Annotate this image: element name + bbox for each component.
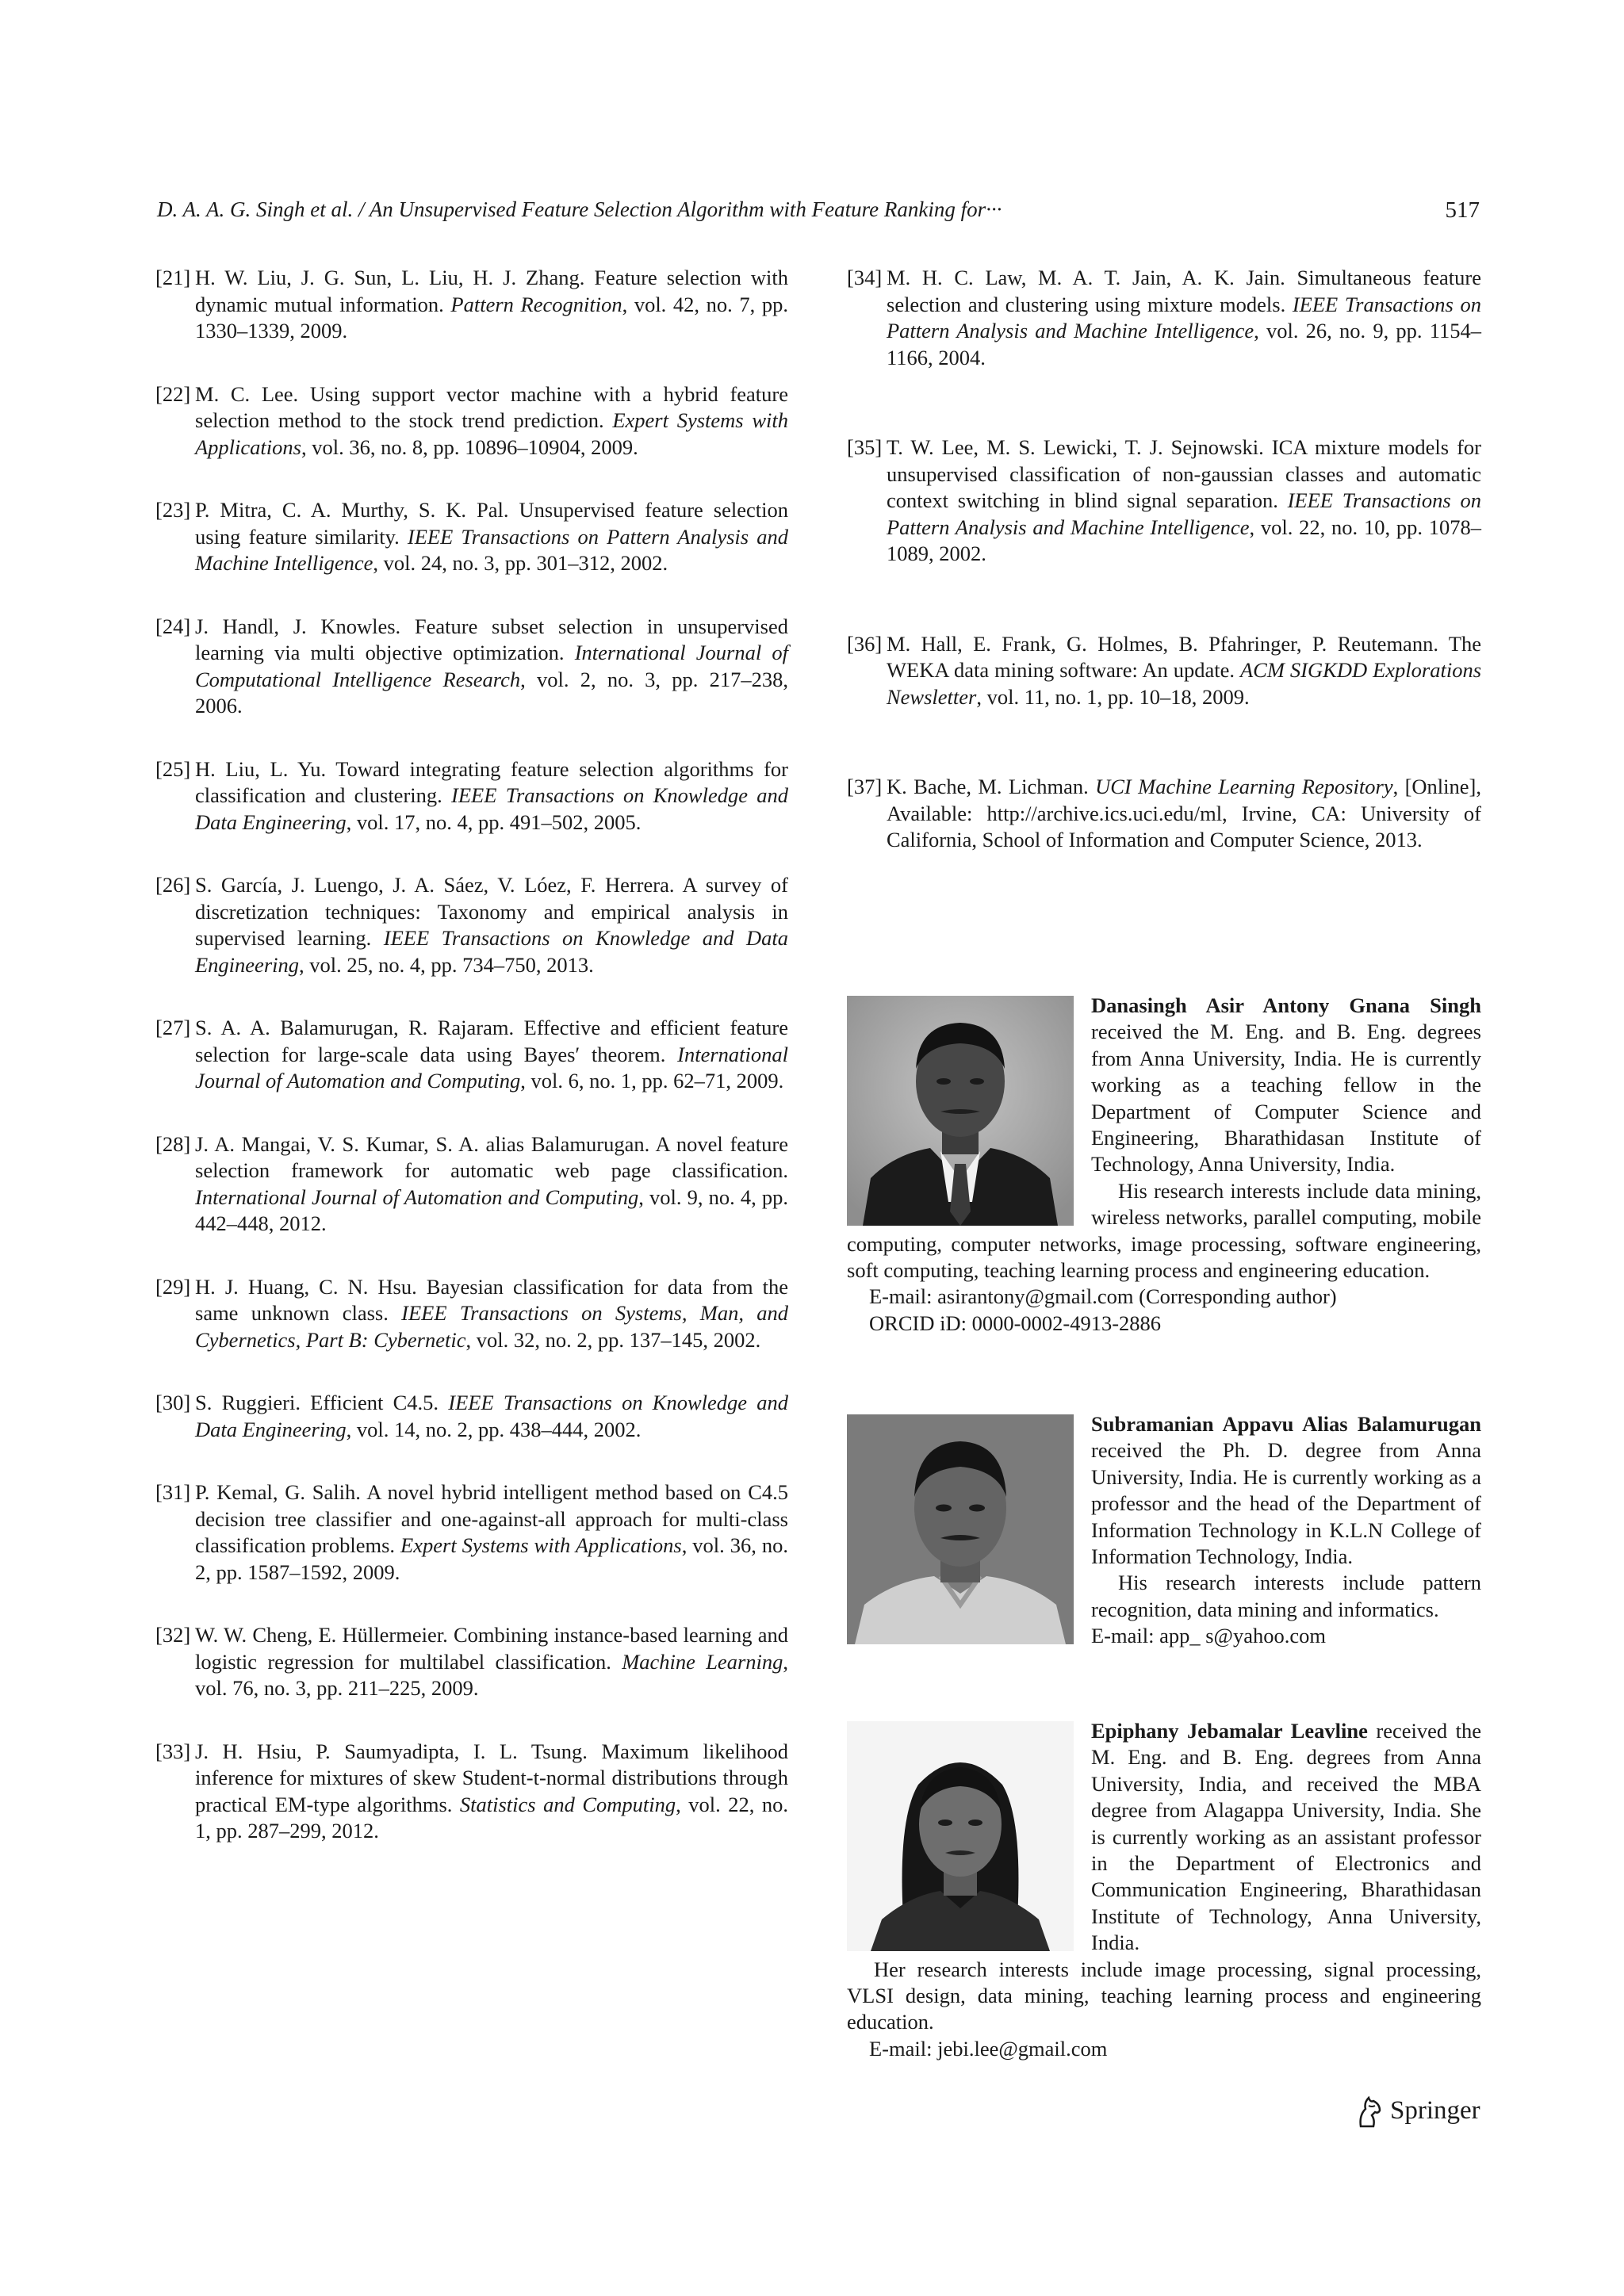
bio-interests-singh: His research interests include data mining, wireless networks, parallel computing, mobile computing, computer networks, image processing, software engineering, soft computing, teaching learning process and engineering education. xyxy=(847,1178,1481,1283)
publisher-name: Springer xyxy=(1390,2096,1480,2125)
bio-interests-balamurugan: His research interests include pattern recognition, data mining and informatics. xyxy=(1091,1571,1481,1621)
reference-27: [27] S. A. A. Balamurugan, R. Rajaram. Effective and efficient feature selection for large-scale data using Bayes′ theorem. International Journal of Automation and Computing, vol. 6, no. 1, pp. 62–71, 2009. xyxy=(155,1016,788,1093)
reference-30: [30] S. Ruggieri. Efficient C4.5. IEEE Transactions on Knowledge and Data Engineering, vol. 14, no. 2, pp. 438–444, 2002. xyxy=(155,1391,789,1441)
author-bio-balamurugan xyxy=(847,1411,1481,1650)
reference-34: [34] M. H. C. Law, M. A. T. Jain, A. K. Jain. Simultaneous feature selection and clustering using mixture models. IEEE Transactions on Pattern Analysis and Machine Intelligence, vol. 26, no. 9, pp. 1154–1166, 2004. xyxy=(847,266,1481,369)
bio-email-balamurugan: E-mail: app_ s@yahoo.com xyxy=(1091,1624,1326,1648)
bio-email-singh: E-mail: asirantony@gmail.com (Corresponding author) xyxy=(869,1284,1337,1309)
reference-21: [21] H. W. Liu, J. G. Sun, L. Liu, H. J. Zhang. Feature selection with dynamic mutual information. Pattern Recognition, vol. 42, no. 7, pp. 1330–1339, 2009. xyxy=(155,266,788,342)
running-title: D. A. A. G. Singh et al. / An Unsupervised Feature Selection Algorithm with Feature Ranking for··· xyxy=(157,197,1002,221)
reference-22: [22] M. C. Lee. Using support vector machine with a hybrid feature selection method to the stock trend prediction. Expert Systems with Applications, vol. 36, no. 8, pp. 10896–10904, 2009. xyxy=(155,381,789,459)
reference-32: [32] W. W. Cheng, E. Hüllermeier. Combining instance-based learning and logistic regression for multilabel classification. Machine Learning, vol. 76, no. 3, pp. 211–225, 2009. xyxy=(155,1623,788,1700)
running-header xyxy=(157,197,1480,229)
reference-23: [23] P. Mitra, C. A. Murthy, S. K. Pal. Unsupervised feature selection using feature similarity. IEEE Transactions on Pattern Analysis and Machine Intelligence, vol. 24, no. 3, pp. 301–312, 2002. xyxy=(155,498,788,575)
author-bio-singh xyxy=(847,993,1481,1337)
bio-orcid-singh: ORCID iD: 0000-0002-4913-2886 xyxy=(869,1311,1162,1335)
reference-33: [33] J. H. Hsiu, P. Saumyadipta, I. L. Tsung. Maximum likelihood inference for mixtures of skew Student-t-normal distributions through practical EM-type algorithms. Statistics and Computing, vol. 22, no. 1, pp. 287–299, 2012. xyxy=(155,1739,788,1843)
bio-text-singh: Danasingh Asir Antony Gnana Singh received the M. Eng. and B. Eng. degrees from Anna University, India. He is currently working as a teaching fellow in the Department of Computer Science and Engineering, Bharathidasan Institute of Technology, Anna University, India. xyxy=(1091,993,1481,1177)
reference-36: [36] M. Hall, E. Frank, G. Holmes, B. Pfahringer, P. Reutemann. The WEKA data mining software: An update. ACM SIGKDD Explorations Newsletter, vol. 11, no. 1, pp. 10–18, 2009. xyxy=(847,631,1482,709)
author-photo-singh xyxy=(847,996,1074,1226)
author-bio-leavline xyxy=(847,1718,1481,2062)
reference-28: [28] J. A. Mangai, V. S. Kumar, S. A. alias Balamurugan. A novel feature selection framework for automatic web page classification. International Journal of Automation and Computing, vol. 9, no. 4, pp. 442–448, 2012. xyxy=(155,1131,788,1235)
reference-37: [37] K. Bache, M. Lichman. UCI Machine Learning Repository, [Online], Available: http://archive.ics.uci.edu/ml, Irvine, CA: University of California, School of Information and Computer Science, 2013. xyxy=(847,775,1481,851)
references-left-column xyxy=(155,265,788,1845)
springer-logo xyxy=(1354,2093,1483,2133)
references-right-column xyxy=(847,265,1481,854)
page-number: 517 xyxy=(1445,197,1480,223)
reference-31: [31] P. Kemal, G. Salih. A novel hybrid intelligent method based on C4.5 decision tree classifier and one-against-all approach for multi-class classification problems. Expert Systems with Applications, vol. 36, no. 2, pp. 1587–1592, 2009. xyxy=(155,1480,789,1584)
reference-35: [35] T. W. Lee, M. S. Lewicki, T. J. Sejnowski. ICA mixture models for unsupervised classification of non-gaussian classes and automatic context switching in blind signal separation. IEEE Transactions on Pattern Analysis and Machine Intelligence, vol. 22, no. 10, pp. 1078–1089, 2002. xyxy=(847,435,1482,565)
reference-26: [26] S. García, J. Luengo, J. A. Sáez, V. Lóez, F. Herrera. A survey of discretization techniques: Taxonomy and empirical analysis in supervised learning. IEEE Transactions on Knowledge and Data Engineering, vol. 25, no. 4, pp. 734–750, 2013. xyxy=(155,873,788,977)
author-photo-balamurugan xyxy=(847,1414,1074,1644)
springer-horse-icon xyxy=(1354,2095,1386,2130)
reference-25: [25] H. Liu, L. Yu. Toward integrating feature selection algorithms for classification and clustering. IEEE Transactions on Knowledge and Data Engineering, vol. 17, no. 4, pp. 491–502, 2005. xyxy=(155,756,788,834)
author-photo-leavline xyxy=(847,1721,1074,1951)
reference-24: [24] J. Handl, J. Knowles. Feature subset selection in unsupervised learning via multi objective optimization. International Journal of Computational Intelligence Research, vol. 2, no. 3, pp. 217–238, 2006. xyxy=(155,614,788,718)
reference-29: [29] H. J. Huang, C. N. Hsu. Bayesian classification for data from the same unknown class. IEEE Transactions on Systems, Man, and Cybernetics, Part B: Cybernetic, vol. 32, no. 2, pp. 137–145, 2002. xyxy=(155,1274,789,1352)
bio-interests-leavline: Her research interests include image processing, signal processing, VLSI design, data mining, teaching learning process and engineering education. xyxy=(847,1957,1481,2034)
bio-email-leavline: E-mail: jebi.lee@gmail.com xyxy=(869,2036,1108,2061)
bio-text-balamurugan: Subramanian Appavu Alias Balamurugan received the Ph. D. degree from Anna University, India. He is currently working as a professor and the head of the Department of Information Technology in K.L.N College of Information Technology, India. xyxy=(1091,1412,1481,1569)
bio-text-leavline: Epiphany Jebamalar Leavline received the M. Eng. and B. Eng. degrees from Anna University, India, and received the MBA degree from Alagappa University, India. She is currently working as an assistant professor in the Department of Electronics and Communication Engineering, Bharathidasan Institute of Technology, Anna University, India. xyxy=(1091,1719,1481,1955)
